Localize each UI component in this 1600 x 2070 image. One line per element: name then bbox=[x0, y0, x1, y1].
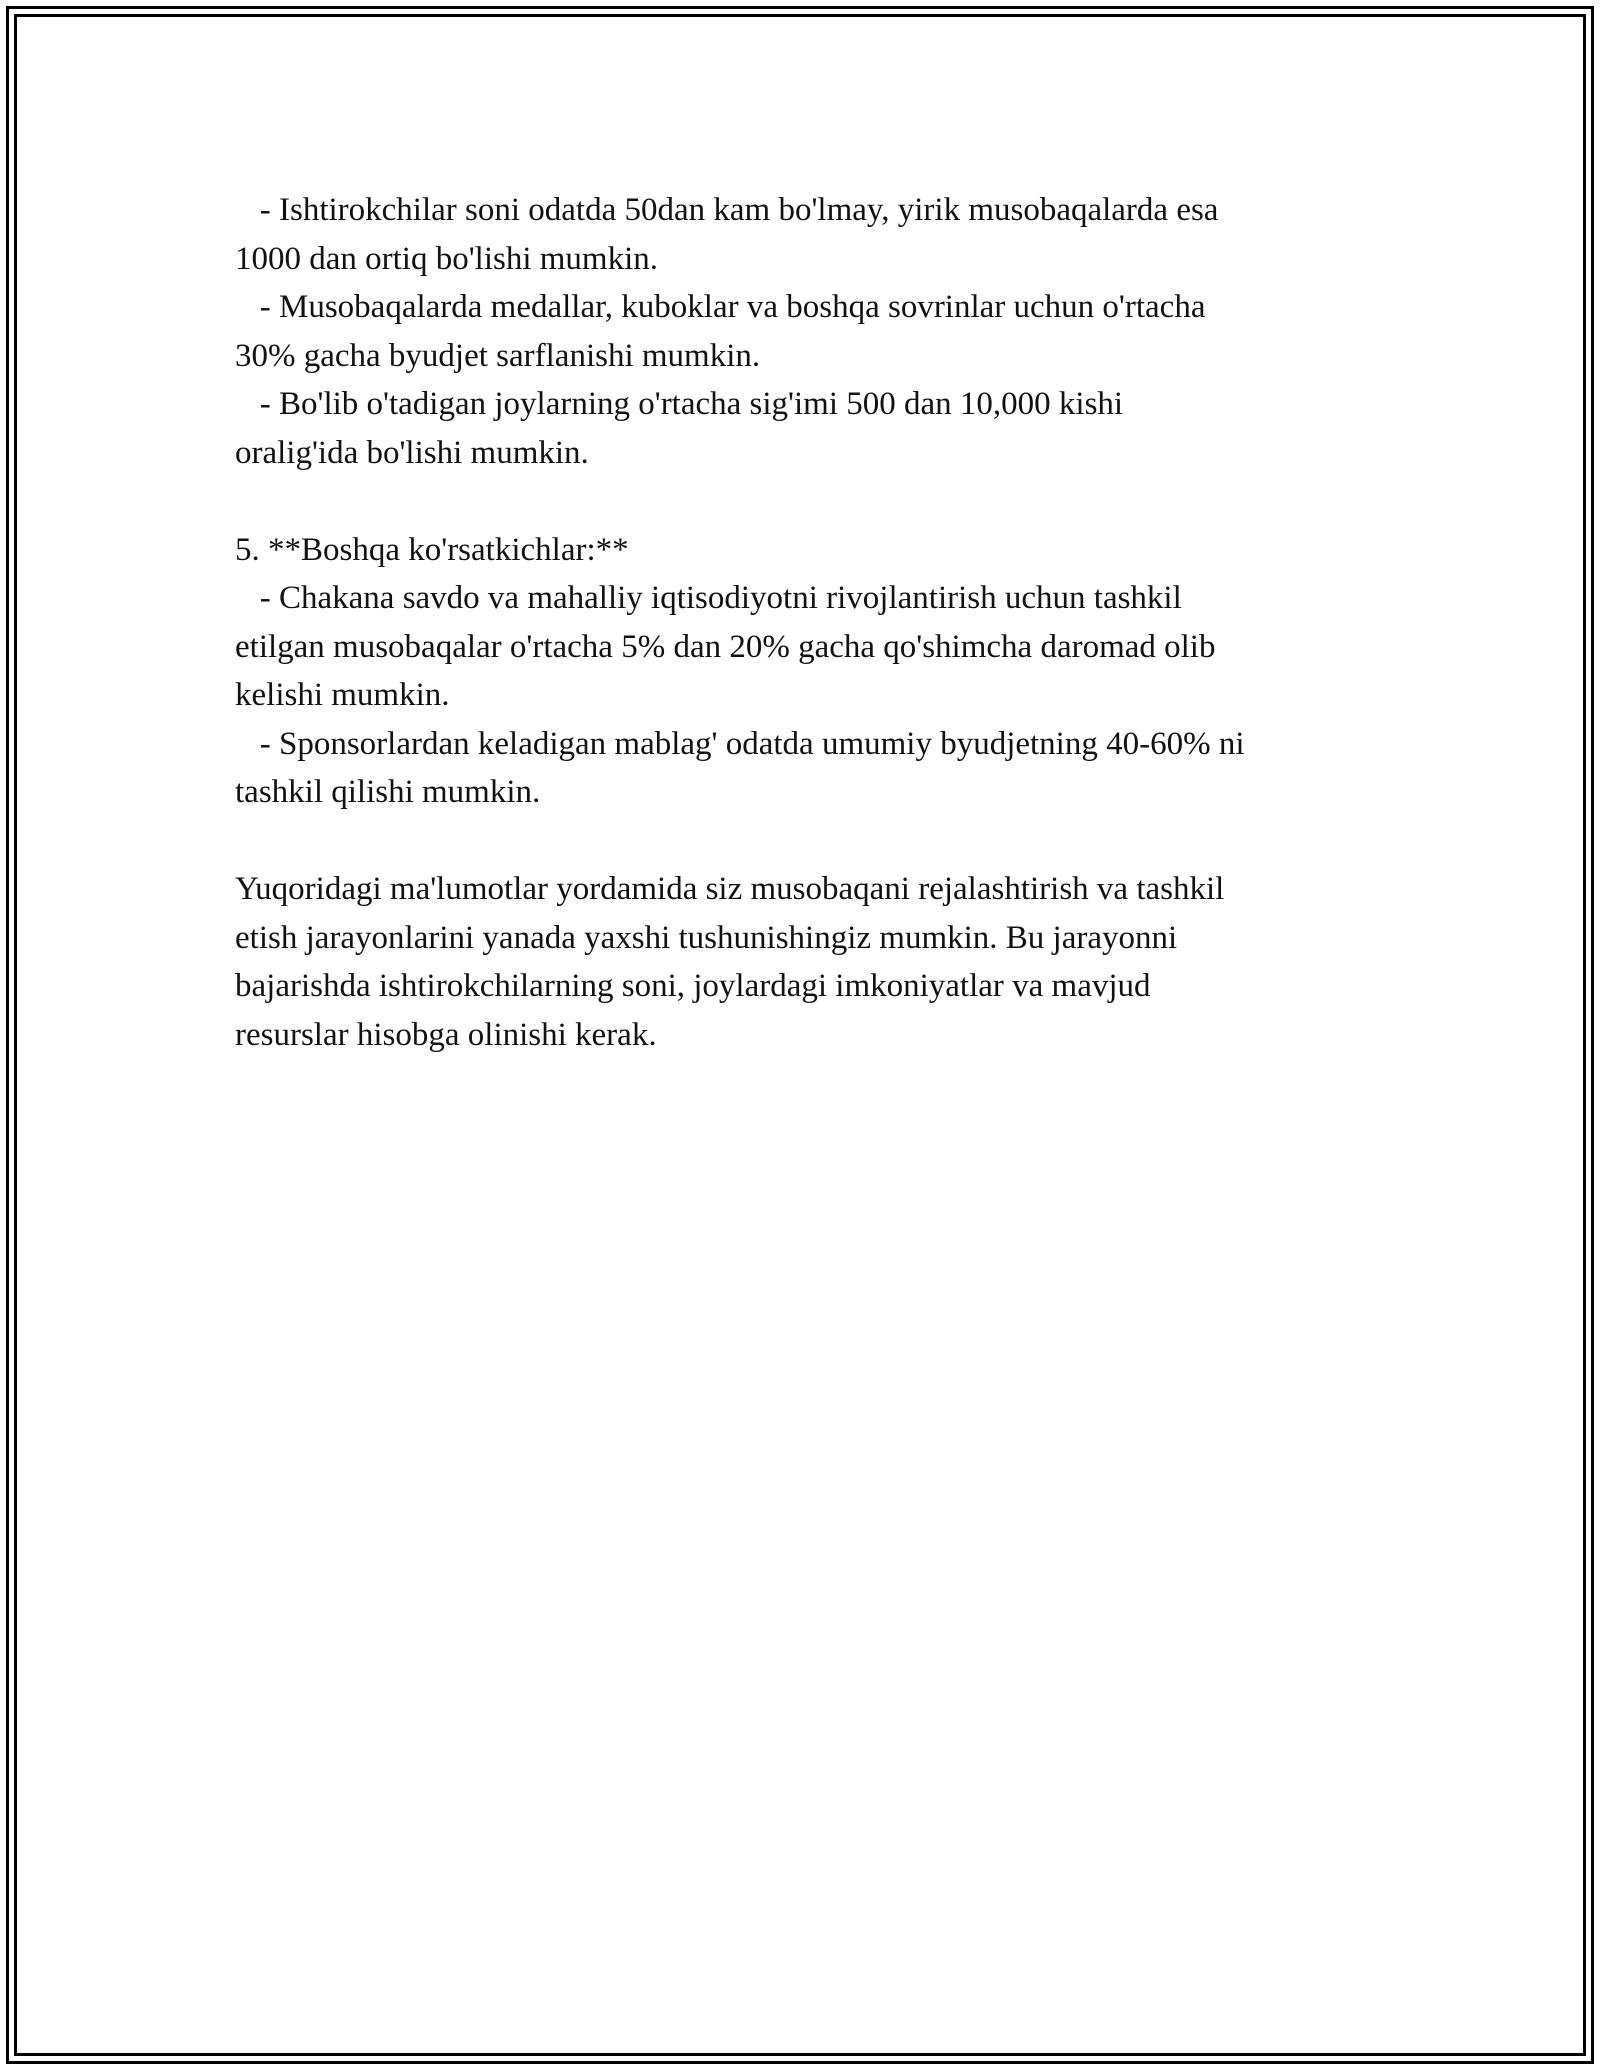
paragraph-spacer bbox=[235, 817, 1385, 866]
conclusion-line-2: etish jarayonlarini yanada yaxshi tushunishingiz mumkin. Bu jarayonni bbox=[235, 919, 1178, 956]
bullet-prizes-line-1: - Musobaqalarda medallar, kuboklar va boshqa sovrinlar uchun o'rtacha bbox=[235, 289, 1206, 325]
paragraph-spacer bbox=[235, 477, 1385, 526]
section-heading-other-indicators: 5. **Boshqa ko'rsatkichlar:** bbox=[235, 531, 629, 568]
bullet-retail-line-3: kelishi mumkin. bbox=[235, 677, 450, 713]
bullet-prizes-line-2: 30% gacha byudjet sarflanishi mumkin. bbox=[235, 337, 761, 374]
bullet-retail-line-2: etilgan musobaqalar o'rtacha 5% dan 20% gacha qo'shimcha daromad olib bbox=[235, 628, 1216, 665]
conclusion-line-4: resurslar hisobga olinishi kerak. bbox=[235, 1016, 657, 1053]
bullet-participants-line-1: - Ishtirokchilar soni odatda 50dan kam bo'lmay, yirik musobaqalarda esa bbox=[235, 192, 1219, 228]
bullet-sponsors-line-2: tashkil qilishi mumkin. bbox=[235, 774, 541, 810]
bullet-participants-line-2: 1000 dan ortiq bo'lishi mumkin. bbox=[235, 240, 659, 277]
document-body bbox=[235, 186, 1385, 1059]
conclusion-line-3: bajarishda ishtirokchilarning soni, joylardagi imkoniyatlar va mavjud bbox=[235, 968, 1151, 1004]
bullet-venue-line-1: - Bo'lib o'tadigan joylarning o'rtacha sig'imi 500 dan 10,000 kishi bbox=[235, 386, 1124, 422]
bullet-retail-line-1: - Chakana savdo va mahalliy iqtisodiyotni rivojlantirish uchun tashkil bbox=[235, 580, 1182, 616]
conclusion-line-1: Yuqoridagi ma'lumotlar yordamida siz musobaqani rejalashtirish va tashkil bbox=[235, 871, 1225, 907]
bullet-venue-line-2: oralig'ida bo'lishi mumkin. bbox=[235, 434, 589, 471]
bullet-sponsors-line-1: - Sponsorlardan keladigan mablag' odatda umumiy byudjetning 40-60% ni bbox=[235, 725, 1245, 762]
